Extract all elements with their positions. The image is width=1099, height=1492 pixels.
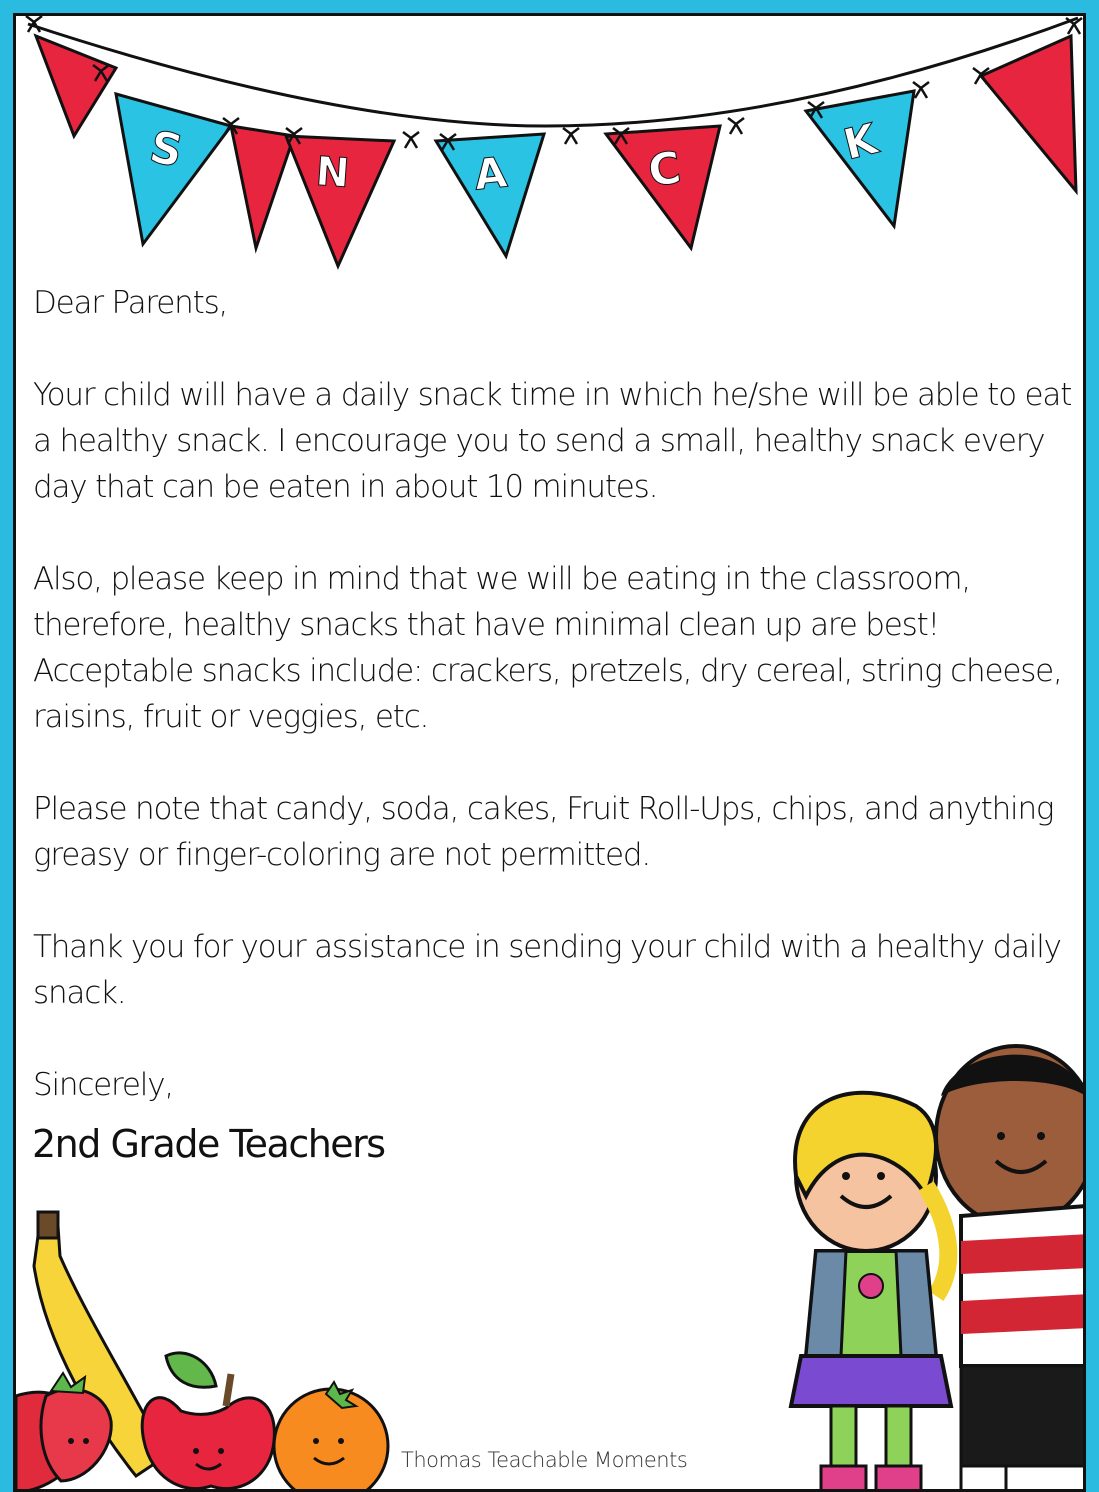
paragraph-line: snack.: [33, 975, 126, 1011]
paragraph-line: Acceptable snacks include: crackers, pretzels, dry cereal, string cheese,: [33, 653, 1062, 689]
orange-icon: [274, 1382, 388, 1492]
pennant-red-1: [231, 126, 294, 248]
paragraph-2: [33, 556, 1083, 740]
kids-illustration: [776, 1036, 1086, 1492]
letter-body: [33, 280, 1083, 1108]
watermark: Thomas Teachable Moments: [401, 1448, 688, 1472]
pennant-red-left: [36, 36, 116, 136]
paragraph-line: day that can be eaten in about 10 minutes.: [33, 469, 658, 505]
girl-illustration: [791, 1093, 951, 1492]
banner-letter-a: A: [471, 147, 510, 200]
closing: Sincerely,: [33, 1067, 174, 1103]
salutation: Dear Parents,: [33, 285, 228, 321]
paragraph-line: raisins, fruit or veggies, etc.: [33, 699, 429, 735]
fruit-illustration: [16, 1196, 416, 1492]
signature: 2nd Grade Teachers: [32, 1122, 385, 1166]
paragraph-line: Your child will have a daily snack time in which he/she will be able to eat: [33, 377, 1072, 413]
paragraph-line: greasy or finger-coloring are not permitted.: [33, 837, 650, 873]
banner-letter-c: C: [645, 142, 685, 198]
paragraph-line: Thank you for your assistance in sending your child with a healthy daily: [33, 929, 1061, 965]
paragraph-line: Please note that candy, soda, cakes, Fruit Roll-Ups, chips, and anything: [33, 791, 1054, 827]
paragraph-1: [33, 372, 1083, 510]
paragraph-3: [33, 786, 1083, 878]
snack-banner: [16, 16, 1086, 276]
paragraph-line: Also, please keep in mind that we will be eating in the classroom,: [33, 561, 971, 597]
pennant-red-right: [981, 36, 1076, 191]
letter-page: [13, 13, 1086, 1492]
paragraph-4: [33, 924, 1083, 1016]
banner-letter-s: S: [145, 121, 187, 178]
apple-icon: [142, 1353, 274, 1489]
paragraph-line: a healthy snack. I encourage you to send a small, healthy snack every: [33, 423, 1045, 459]
banner-letter-n: N: [314, 148, 351, 197]
paragraph-line: therefore, healthy snacks that have minimal clean up are best!: [33, 607, 939, 643]
banner-letter-k: K: [838, 113, 883, 170]
boy-illustration: [936, 1046, 1086, 1492]
